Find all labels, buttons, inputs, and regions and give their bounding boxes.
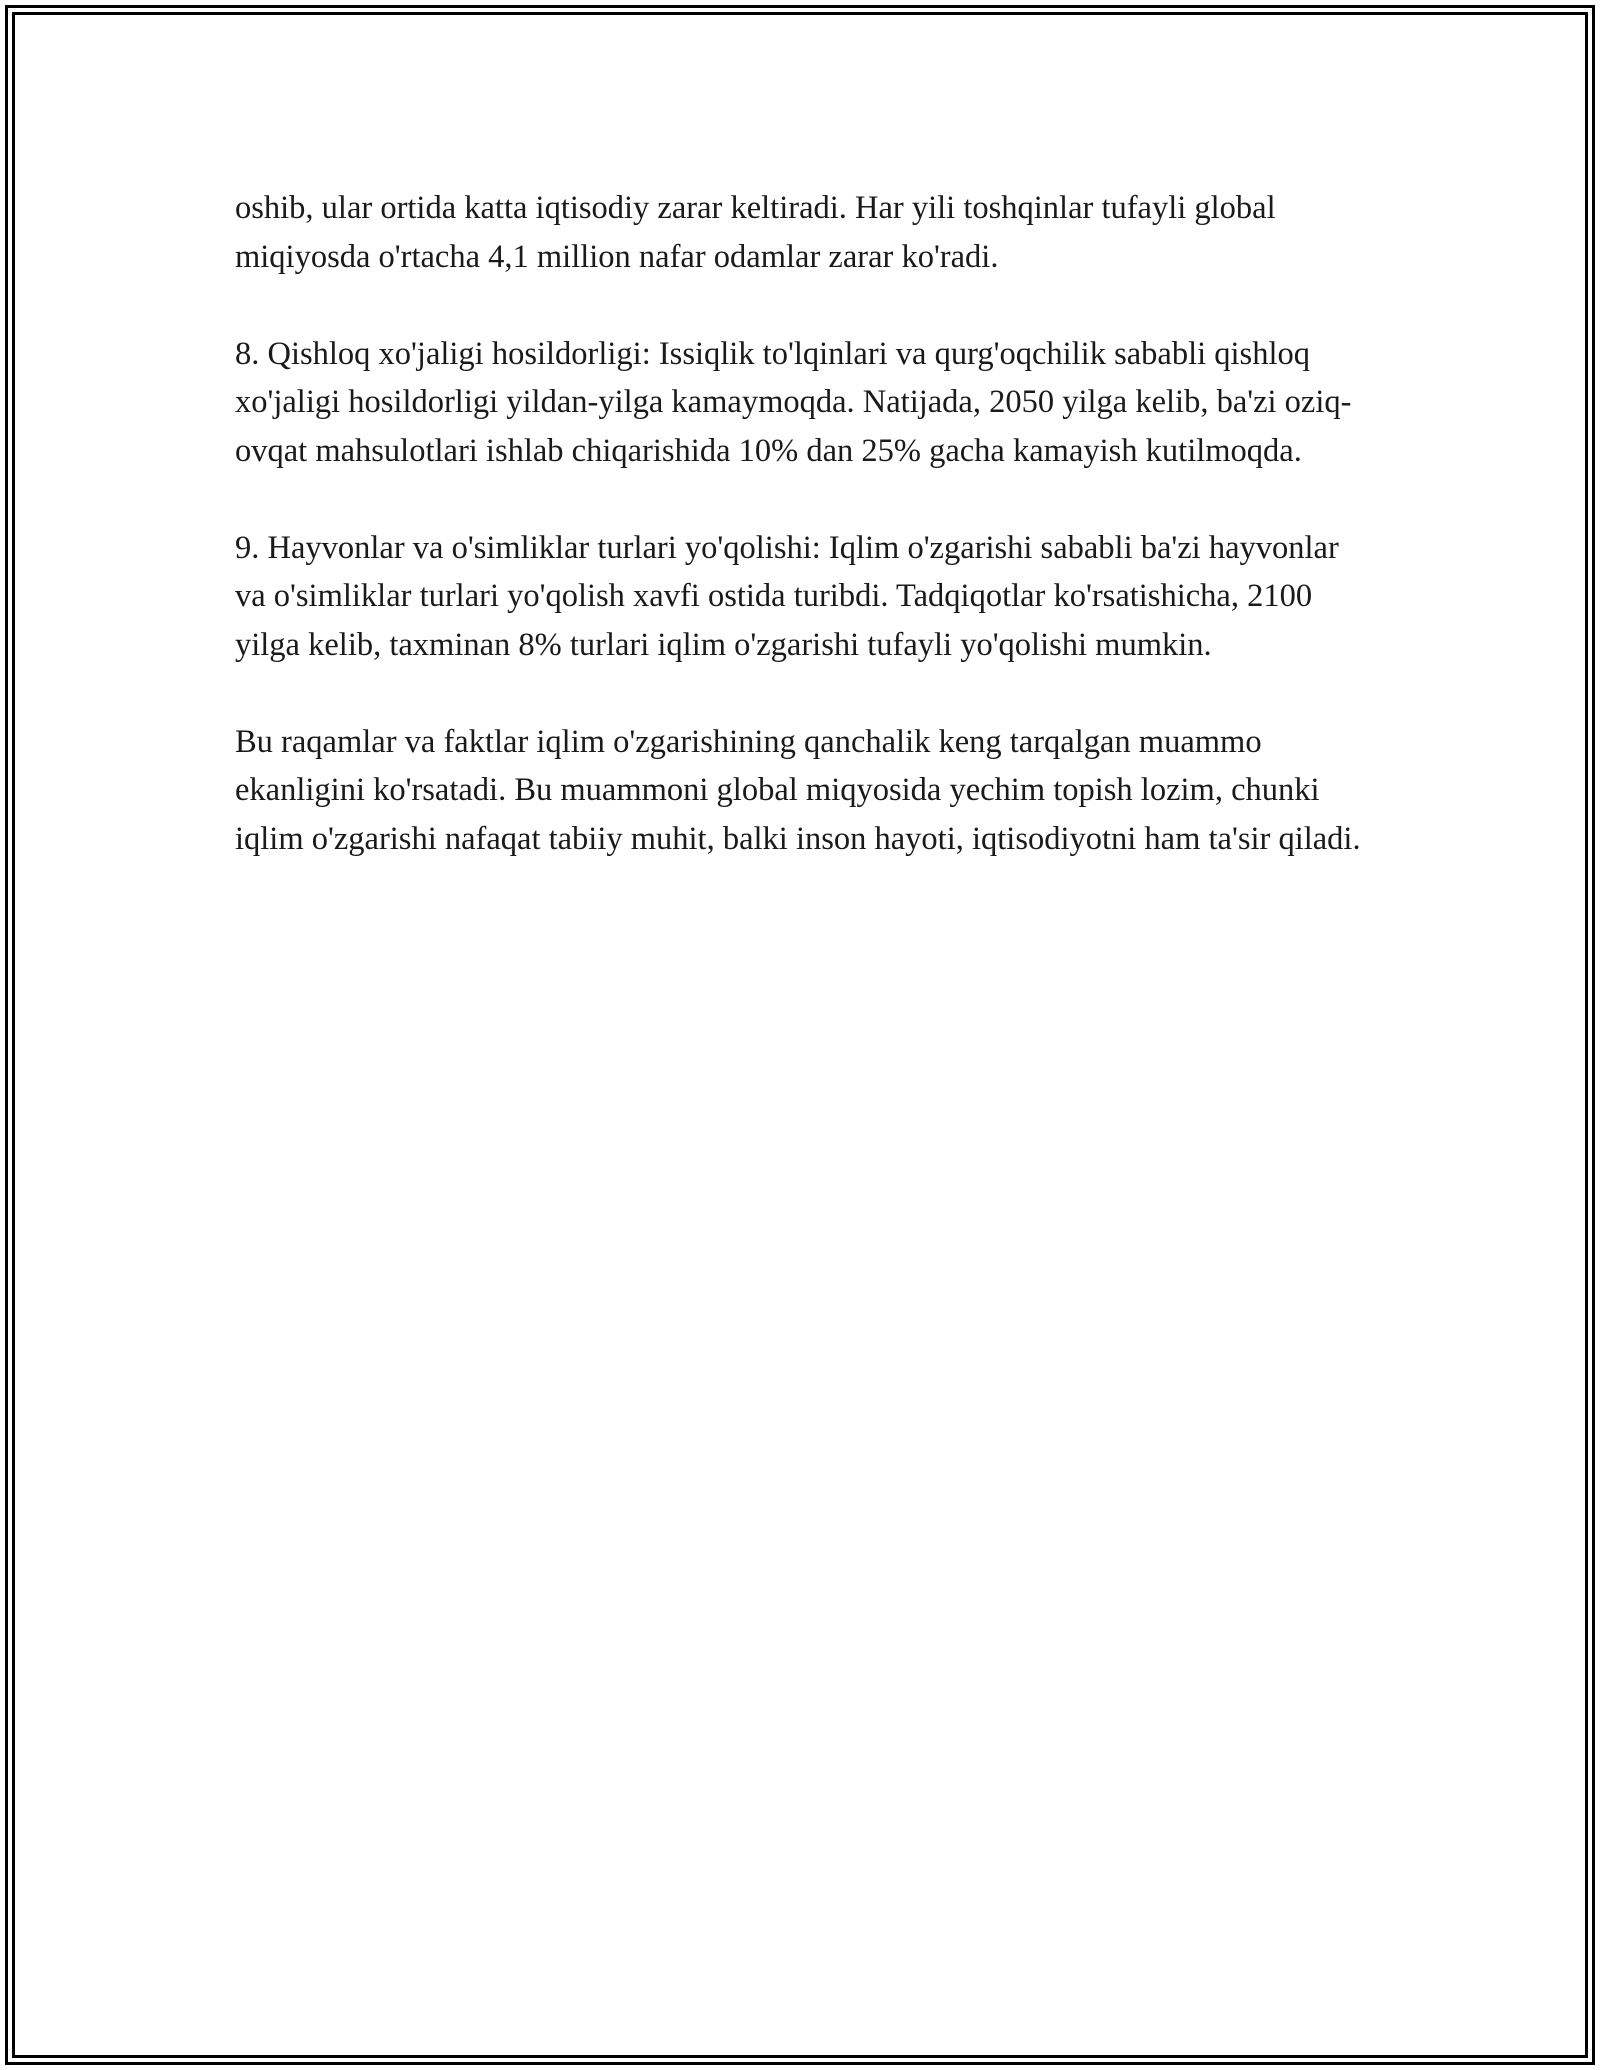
paragraph-agriculture-yield: 8. Qishloq xo'jaligi hosildorligi: Issiqlik to'lqinlari va qurg'oqchilik sababli qishloq xo'jaligi hosildorligi yildan-yilga kamaymoqda. Natijada, 2050 yilga kelib, ba'zi oziq-ovqat mahsulotlari ishlab chiqarishida 10% dan 25% gacha kamayish kutilmoqda. — [235, 335, 1352, 469]
paragraph-floods-continuation: oshib, ular ortida katta iqtisodiy zarar keltiradi. Har yili toshqinlar tufayli global miqiyosda o'rtacha 4,1 million nafar odamlar zarar ko'radi. — [235, 190, 1276, 275]
document-body — [235, 184, 1370, 863]
paragraph-species-loss: 9. Hayvonlar va o'simliklar turlari yo'qolishi: Iqlim o'zgarishi sababli ba'zi hayvonlar va o'simliklar turlari yo'qolish xavfi ostida turibdi. Tadqiqotlar ko'rsatishicha, 2100 yilga kelib, taxminan 8% turlari iqlim o'zgarishi tufayli yo'qolishi mumkin. — [235, 529, 1339, 663]
paragraph-conclusion: Bu raqamlar va faktlar iqlim o'zgarishining qanchalik keng tarqalgan muammo ekanligini ko'rsatadi. Bu muammoni global miqyosida yechim topish lozim, chunki iqlim o'zgarishi nafaqat tabiiy muhit, balki inson hayoti, iqtisodiyotni ham ta'sir qiladi. — [235, 723, 1361, 857]
